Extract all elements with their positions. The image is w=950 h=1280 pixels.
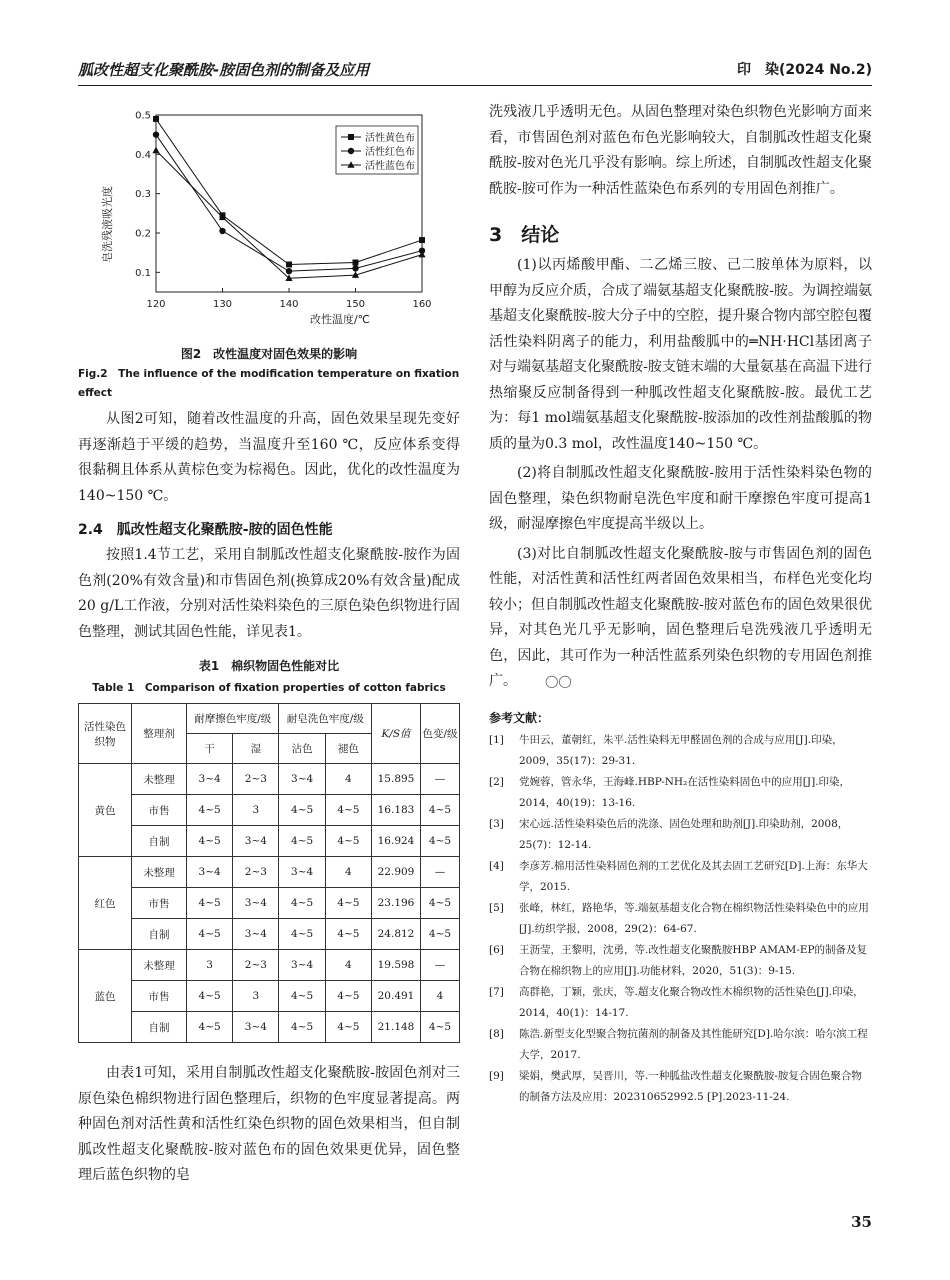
data-point	[348, 134, 354, 140]
running-title: 胍改性超支化聚酰胺-胺固色剂的制备及应用	[78, 61, 370, 79]
page-number: 35	[851, 1213, 872, 1231]
x-tick-label: 130	[212, 299, 233, 310]
reference-item	[489, 940, 872, 982]
table-cell: 3~4	[233, 888, 279, 919]
reference-item	[489, 814, 872, 856]
table-cell: 4~5	[279, 826, 325, 857]
data-point	[152, 147, 159, 154]
table-cell: —	[421, 950, 460, 981]
table-cell: 4~5	[325, 1012, 371, 1043]
y-tick-label: 0.4	[135, 149, 151, 161]
data-point	[286, 261, 292, 267]
table-cell: 4~5	[187, 919, 233, 950]
y-tick-label: 0.2	[135, 228, 151, 240]
data-point	[353, 260, 359, 266]
table-cell: 3	[233, 795, 279, 826]
table-caption-cn: 表1 棉织物固色性能对比	[198, 659, 340, 673]
table-cell: 4~5	[325, 919, 371, 950]
data-point	[153, 131, 159, 137]
right-column	[489, 100, 872, 1108]
table-cell: 4~5	[187, 888, 233, 919]
table-cell: 2~3	[233, 950, 279, 981]
fixation-table	[78, 703, 460, 1043]
reference-number: [3]	[489, 817, 504, 830]
paragraph: 洗残液几乎透明无色。从固色整理对染色织物色光影响方面来看，市售固色剂对蓝色布色光影响较大，自制胍改性超支化聚酰胺-胺对色光几乎没有影响。综上所述，自制胍改性超支化聚酰胺-胺可作为一种活性蓝染色布系列的专用固色剂推广。	[489, 104, 872, 197]
table-cell: 4~5	[279, 981, 325, 1012]
col-header-ks: K/S值	[372, 704, 421, 764]
data-point	[348, 148, 354, 154]
col-header-stain: 沾色	[279, 734, 325, 764]
references-list	[489, 730, 872, 1108]
table-cell: 市售	[132, 795, 187, 826]
reference-number: [5]	[489, 901, 504, 914]
table-cell: 3~4	[187, 857, 233, 888]
col-header-dry: 干	[187, 734, 233, 764]
table-cell: 市售	[132, 981, 187, 1012]
table-cell: 4~5	[187, 981, 233, 1012]
table-cell: 4~5	[421, 826, 460, 857]
table-cell: 4~5	[325, 888, 371, 919]
table-cell: 4~5	[279, 795, 325, 826]
table-row	[79, 857, 460, 888]
references-heading: 参考文献：	[489, 710, 550, 725]
conclusion-item-1: (1)以丙烯酸甲酯、二乙烯三胺、己二胺单体为原料，以甲醇为反应介质，合成了端氨基超支化聚酰胺-胺。为调控端氨基超支化聚酰胺-胺大分子中的空腔，提升聚合物内部空腔包覆活性染料阴离子的能力，利用盐酸胍中的═NH·HCl基团离子对与端氨基超支化聚酰胺-胺支链末端的大量氨基在高温下进行热缩聚反应制备得到一种胍改性超支化聚酰胺-胺。最优工艺为：每1 mol端氨基超支化聚酰胺-胺添加的改性剂盐酸胍的物质的量为0.3 mol，改性温度140~150 ℃。	[489, 257, 872, 452]
reference-item	[489, 898, 872, 940]
table-cell: 4	[421, 981, 460, 1012]
x-tick-label: 160	[412, 299, 432, 310]
table-cell: 4~5	[325, 981, 371, 1012]
table-cell: 3~4	[279, 950, 325, 981]
table-caption-en: Table 1 Comparison of fixation properties of cotton fabrics	[92, 682, 446, 694]
table-cell: 自制	[132, 826, 187, 857]
conclusion-item-2: (2)将自制胍改性超支化聚酰胺-胺用于活性染料染色物的固色整理，染色织物耐皂洗色牢度和耐干摩擦色牢度可提高1级，耐湿摩擦色牢度提高半级以上。	[489, 465, 872, 532]
legend	[336, 126, 418, 174]
x-tick-label: 140	[279, 299, 299, 310]
col-header-rub: 耐摩擦色牢度/级	[187, 704, 279, 734]
fabric-cell: 蓝色	[79, 950, 132, 1043]
x-tick-label: 120	[146, 299, 166, 310]
reference-number: [6]	[489, 943, 504, 956]
data-point	[352, 265, 358, 271]
col-header-color-change: 色变/级	[421, 704, 460, 764]
reference-text: 牛田云，董朝红，朱平.活性染料无甲醛固色剂的合成与应用[J].印染，2009，35(17)：29-31.	[519, 733, 843, 767]
conclusion-heading: 3 结论	[489, 224, 560, 246]
reference-item	[489, 1024, 872, 1066]
reference-item	[489, 856, 872, 898]
table-cell: —	[421, 857, 460, 888]
reference-number: [1]	[489, 733, 504, 746]
table-row	[79, 919, 460, 950]
col-header-wet: 湿	[233, 734, 279, 764]
table-row	[79, 826, 460, 857]
legend-label: 活性红色布	[365, 147, 415, 158]
table-cell: 16.924	[372, 826, 421, 857]
table-cell: 3~4	[233, 826, 279, 857]
section-heading: 2.4 胍改性超支化聚酰胺-胺的固色性能	[78, 522, 333, 538]
reference-number: [8]	[489, 1027, 504, 1040]
reference-number: [2]	[489, 775, 504, 788]
reference-text: 陈浩.新型支化型聚合物抗菌剂的制备及其性能研究[D].哈尔滨：哈尔滨工程大学，2017.	[519, 1027, 868, 1061]
table-cell: 20.491	[372, 981, 421, 1012]
col-header-agent: 整理剂	[132, 704, 187, 764]
conclusion-item-3	[489, 542, 872, 695]
left-column	[78, 407, 460, 1189]
table-cell: 16.183	[372, 795, 421, 826]
reference-number: [9]	[489, 1069, 504, 1082]
paragraph: 由表1可知，采用自制胍改性超支化聚酰胺-胺固色剂对三原色染色棉织物进行固色整理后，织物的色牢度显著提高。两种固色剂对活性黄和活性红染色织物的固色效果相当，但自制胍改性超支化聚酰胺-胺对蓝色布的固色效果更优异，固色整理后蓝色织物的皂	[78, 1065, 460, 1183]
chart	[78, 100, 460, 340]
y-tick-label: 0.1	[135, 267, 151, 279]
reference-text: 党婉蓉，管永华，王海峰.HBP-NH₂在活性染料固色中的应用[J].印染，2014，40(19)：13-16.	[519, 775, 851, 809]
x-tick-label: 150	[345, 299, 366, 310]
page-header	[78, 55, 872, 86]
table-cell: 4~5	[187, 1012, 233, 1043]
table-cell: 4	[325, 950, 371, 981]
table-row	[79, 981, 460, 1012]
table-cell: 4~5	[187, 826, 233, 857]
reference-item	[489, 1066, 872, 1108]
reference-text: 张峰，林红，路艳华，等.端氨基超支化合物在棉织物活性染料染色中的应用[J].纺织学报，2008，29(2)：64-67.	[519, 901, 869, 935]
paragraph: 从图2可知，随着改性温度的升高，固色效果呈现先变好再逐渐趋于平缓的趋势，当温度升至160 ℃，反应体系变得很黏稠且体系从黄棕色变为棕褐色。因此，优化的改性温度为140~150 ℃。	[78, 411, 460, 504]
table-cell: 3	[233, 981, 279, 1012]
table-cell: —	[421, 764, 460, 795]
table-cell: 3~4	[233, 1012, 279, 1043]
legend-label: 活性蓝色布	[365, 161, 415, 172]
col-header-fabric: 活性染色织物	[79, 704, 132, 764]
table-cell: 未整理	[132, 764, 187, 795]
reference-text: 李彦芳.棉用活性染料固色剂的工艺优化及其去固工艺研究[D].上海：东华大学，2015.	[519, 859, 868, 893]
data-point	[286, 268, 292, 274]
table-cell: 自制	[132, 919, 187, 950]
table-row	[79, 1012, 460, 1043]
data-point	[419, 237, 425, 243]
table-cell: 3~4	[279, 857, 325, 888]
reference-number: [4]	[489, 859, 504, 872]
table-row	[79, 950, 460, 981]
table-cell: 2~3	[233, 764, 279, 795]
table-cell: 4~5	[325, 826, 371, 857]
table-cell: 市售	[132, 888, 187, 919]
table-row	[79, 795, 460, 826]
table-cell: 3	[187, 950, 233, 981]
table-cell: 4~5	[421, 1012, 460, 1043]
fabric-cell: 红色	[79, 857, 132, 950]
paragraph: 按照1.4节工艺，采用自制胍改性超支化聚酰胺-胺作为固色剂(20%有效含量)和市售固色剂(换算成20%有效含量)配成20 g/L工作液，分别对活性染料染色的三原色染色织物进行固色整理，测试其固色性能，详见表1。	[78, 547, 460, 640]
table-cell: 3~4	[187, 764, 233, 795]
table-cell: 未整理	[132, 857, 187, 888]
table-cell: 4~5	[325, 795, 371, 826]
table-cell: 4~5	[279, 919, 325, 950]
y-tick-label: 0.5	[135, 110, 151, 122]
table-cell: 未整理	[132, 950, 187, 981]
reference-text: 王沥莹，王黎明，沈勇，等.改性超支化聚酰胺HBP AMAM-EP的制备及复合物在棉织物上的应用[J].功能材料，2020，51(3)：9-15.	[519, 943, 868, 977]
data-point	[153, 116, 159, 122]
y-axis-label: 皂洗残液吸光度	[101, 186, 114, 263]
reference-item	[489, 772, 872, 814]
table-cell: 4~5	[279, 888, 325, 919]
journal-issue: 印 染(2024 No.2)	[736, 62, 872, 78]
reference-item	[489, 730, 872, 772]
fabric-cell: 黄色	[79, 764, 132, 857]
table-cell: 4~5	[421, 795, 460, 826]
legend-label: 活性黄色布	[365, 133, 415, 144]
table-cell: 自制	[132, 1012, 187, 1043]
end-mark: ◯◯	[545, 674, 572, 688]
reference-text: 高群艳，丁颖，张庆，等.超支化聚合物改性木棉织物的活性染色[J].印染，2014，40(1)：14-17.	[519, 985, 864, 1019]
table-row	[79, 764, 460, 795]
table-cell: 3~4	[279, 764, 325, 795]
col-header-wash: 耐皂洗色牢度/级	[279, 704, 372, 734]
table-cell: 23.196	[372, 888, 421, 919]
table-row	[79, 888, 460, 919]
table-cell: 2~3	[233, 857, 279, 888]
y-tick-label: 0.3	[135, 189, 151, 201]
table-cell: 4~5	[421, 919, 460, 950]
table-cell: 4~5	[279, 1012, 325, 1043]
table-cell: 24.812	[372, 919, 421, 950]
figure-caption-en: Fig.2 The influence of the modification temperature on fixation effect	[78, 368, 460, 399]
reference-number: [7]	[489, 985, 504, 998]
table-cell: 3~4	[233, 919, 279, 950]
table-cell: 15.895	[372, 764, 421, 795]
reference-text: 梁娟，樊武厚，吴晋川，等.一种胍盐改性超支化聚酰胺-胺复合固色聚合物的制备方法及应用：202310652992.5 [P].2023-11-24.	[519, 1069, 862, 1103]
table-cell: 4	[325, 764, 371, 795]
reference-item	[489, 982, 872, 1024]
reference-text: 宋心远.活性染料染色后的洗涤、固色处理和助剂[J].印染助剂，2008，25(7)：12-14.	[519, 817, 849, 851]
table-cell: 22.909	[372, 857, 421, 888]
table-cell: 4~5	[187, 795, 233, 826]
table-cell: 19.598	[372, 950, 421, 981]
table-cell: 4	[325, 857, 371, 888]
table-cell: 4~5	[421, 888, 460, 919]
table-cell: 21.148	[372, 1012, 421, 1043]
x-axis-label: 改性温度/℃	[309, 313, 371, 326]
conclusion-item-3-text: (3)对比自制胍改性超支化聚酰胺-胺与市售固色剂的固色性能，对活性黄和活性红两者固色效果相当，布样色光变化均较小；但自制胍改性超支化聚酰胺-胺对蓝色布的固色效果很优异，对其色光几乎无影响，固色整理后皂洗残液几乎透明无色，因此，其可作为一种活性蓝系列染色织物的专用固色剂推广。	[489, 545, 872, 689]
data-point	[219, 228, 225, 234]
figure-caption-cn: 图2 改性温度对固色效果的影响	[180, 347, 358, 361]
col-header-fade: 褪色	[325, 734, 371, 764]
